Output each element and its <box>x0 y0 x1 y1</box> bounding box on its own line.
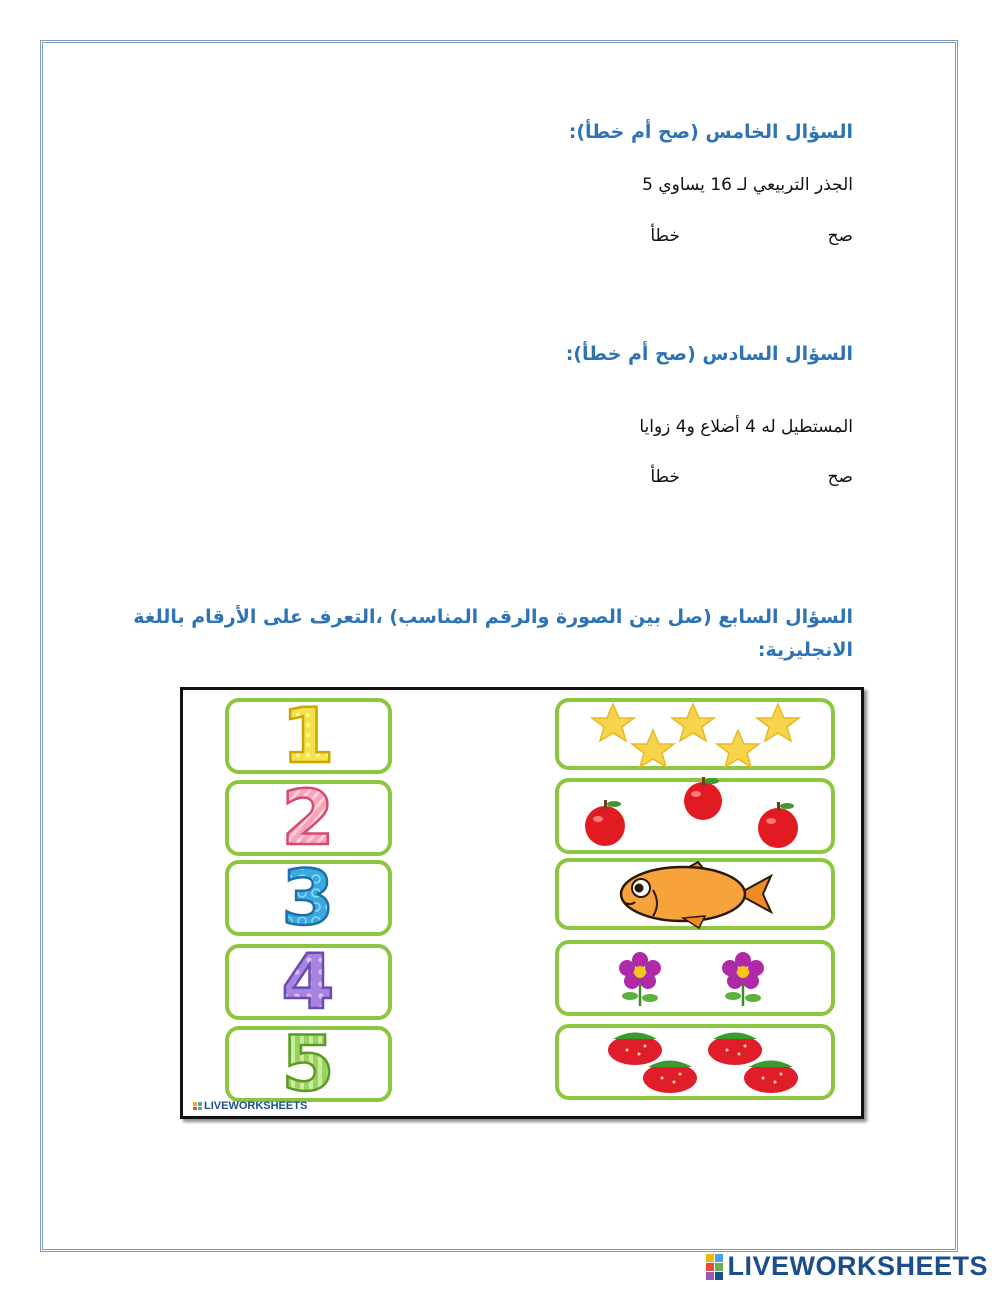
puzzle-watermark <box>193 1100 307 1110</box>
number-5-label: 5 <box>281 1019 335 1108</box>
picture-box-fish[interactable] <box>557 860 833 928</box>
picture-box-strawberries[interactable] <box>557 1026 833 1098</box>
number-box-1[interactable] <box>227 691 390 780</box>
puzzle-watermark-text: LIVEWORKSHEETS <box>204 1100 308 1110</box>
number-box-2[interactable] <box>227 773 390 862</box>
number-box-3[interactable] <box>227 853 390 942</box>
number-box-5[interactable] <box>227 1019 390 1108</box>
number-4-label: 4 <box>281 937 335 1026</box>
question-5-title: السؤال الخامس (صح أم خطأ): <box>568 121 853 143</box>
number-1-label: 1 <box>281 691 335 780</box>
question-6-true-option[interactable]: صح <box>827 467 853 487</box>
question-5-true-option[interactable]: صح <box>827 226 853 246</box>
logo-text: LIVEWORKSHEETS <box>727 1251 988 1281</box>
matching-puzzle <box>180 687 864 1119</box>
question-6-false-option[interactable]: خطأ <box>650 467 680 487</box>
number-3-label: 3 <box>281 853 335 942</box>
question-6-title: السؤال السادس (صح أم خطأ): <box>565 343 853 365</box>
picture-box-flowers[interactable] <box>557 942 833 1014</box>
question-6-statement: المستطيل له 4 أضلاع و4 زوايا <box>639 417 853 437</box>
question-5-statement: الجذر التربيعي لـ 16 يساوي 5 <box>642 175 853 195</box>
number-box-4[interactable] <box>227 937 390 1026</box>
liveworksheets-logo[interactable] <box>706 1251 988 1282</box>
picture-box-stars[interactable] <box>557 700 833 768</box>
question-7-title-line2: الانجليزية: <box>757 639 853 661</box>
question-5-false-option[interactable]: خطأ <box>650 226 680 246</box>
question-7-title-line1: السؤال السابع (صل بين الصورة والرقم المناسب) ،التعرف على الأرقام باللغة <box>133 606 853 628</box>
picture-box-apples[interactable] <box>557 777 833 852</box>
logo-squares-icon <box>706 1254 723 1280</box>
number-2-label: 2 <box>281 773 335 862</box>
